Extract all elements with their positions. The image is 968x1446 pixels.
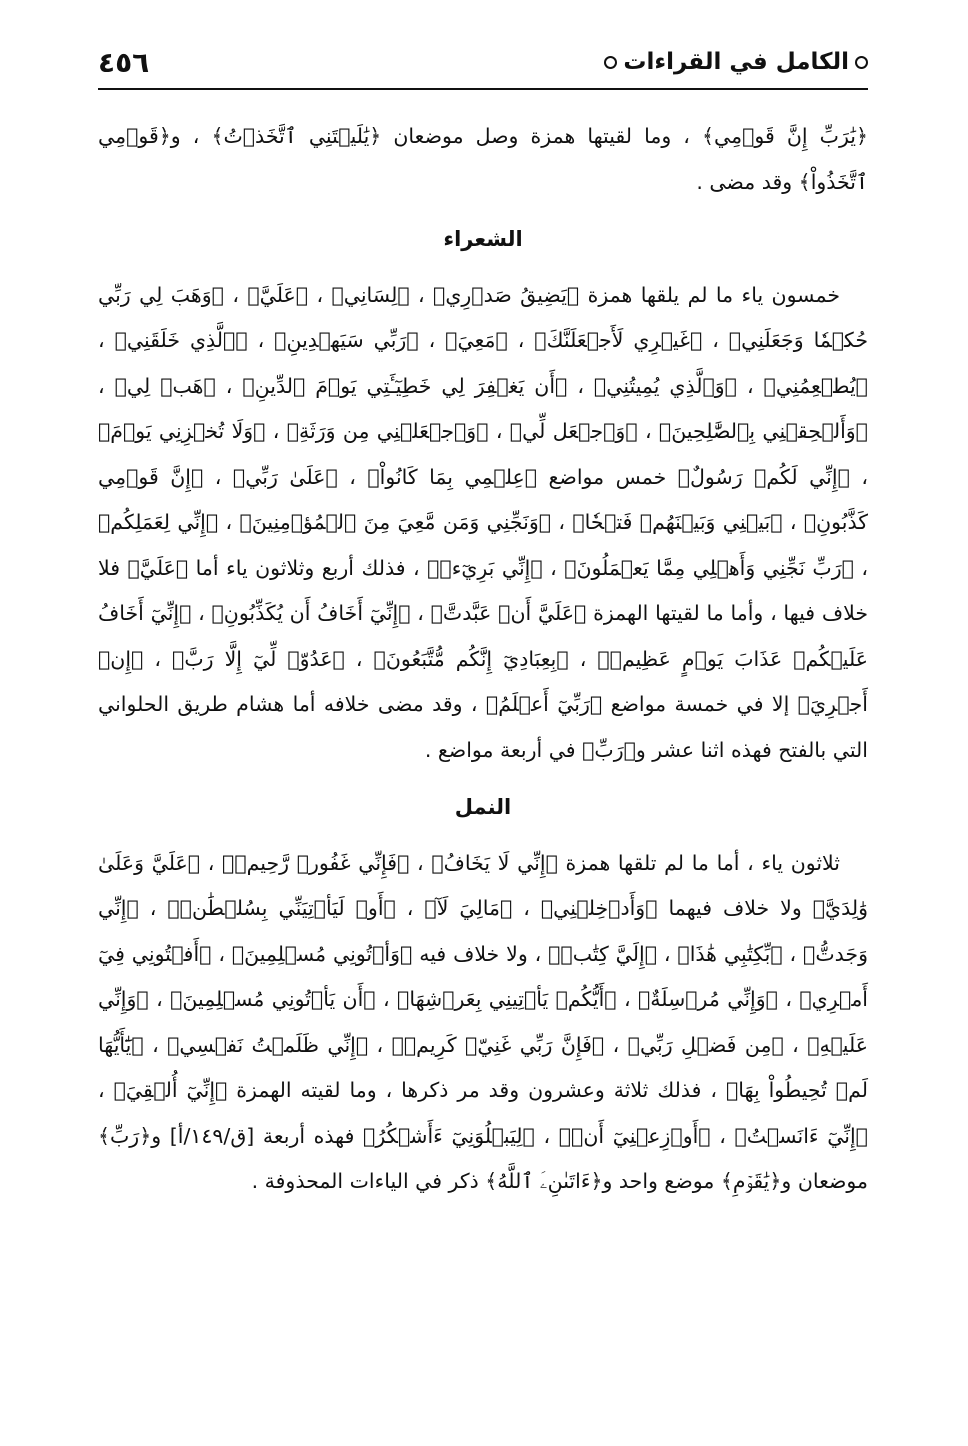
page-number: ٤٥٦ (98, 45, 150, 79)
book-title-text: الكامل في القراءات (623, 49, 849, 75)
section-text-shuara: خمسون ياء ما لم يلقها همزة ﴿يَضِيقُ صَدۡرِي﴾ ، ﴿لِسَانِي﴾ ، ﴿عَلَيَّ﴾ ، ﴿وَهَبَ لِي رَبِّي حُكۡمٗا وَجَعَلَنِي﴾ ، ﴿غَيۡرِي لَأَجۡعَلَنَّكَ﴾ ، ﴿مَعِيَ﴾ ، ﴿رَبِّي سَيَهۡدِينِ﴾ ، ﴿ٱلَّذِي خَلَقَنِي﴾ ، ﴿يُطۡعِمُنِي﴾ ، ﴿وَٱلَّذِي يُمِيتُنِي﴾ ، ﴿أَن يَغۡفِرَ لِي خَطِيٓـَٔتِي يَوۡمَ ٱلدِّينِ﴾ ، ﴿هَبۡ لِي﴾ ، ﴿وَأَلۡحِقۡنِي بِٱلصَّٰلِحِينَ﴾ ، ﴿وَٱجۡعَل لِّي﴾ ، ﴿وَٱجۡعَلۡنِي مِن وَرَثَةِ﴾ ، ﴿وَلَا تُخۡزِنِي يَوۡمَ﴾ ، ﴿إِنِّي لَكُمۡ رَسُولٌ﴾ خمس مواضع ﴿عِلۡمِي بِمَا كَانُواْ﴾ ، ﴿عَلَىٰ رَبِّي﴾ ، ﴿إِنَّ قَوۡمِي كَذَّبُونِ﴾ ، ﴿بَيۡنِي وَبَيۡنَهُمۡ فَتۡحٗا﴾ ، ﴿وَنَجِّنِي وَمَن مَّعِيَ مِنَ ٱلۡمُؤۡمِنِينَ﴾ ، ﴿إِنِّي لِعَمَلِكُم﴾ ، ﴿رَبِّ نَجِّنِي وَأَهۡلِي مِمَّا يَعۡمَلُونَ﴾ ، ﴿إِنِّي بَرِيٓءٞ﴾ ، فذلك أربع وثلاثون ياء أما ﴿عَلَيَّ﴾ فلا خلاف فيها ، وأما ما لقيتها الهمزة ﴿عَلَيَّ أَنۡ عَبَّدتَّ﴾ ، ﴿إِنِّيٓ أَخَافُ أَن يُكَذِّبُونِ﴾ ، ﴿إِنِّيٓ أَخَافُ عَلَيۡكُمۡ عَذَابَ يَوۡمٍ عَظِيمٖ﴾ ، ﴿بِعِبَادِيٓ إِنَّكُم مُّتَّبَعُونَ﴾ ، ﴿عَدُوّٞ لِّيٓ إِلَّا رَبَّ﴾ ، ﴿إِنۡ أَجۡرِيَ﴾ إلا في خمسة مواضع ﴿رَبِّيٓ أَعۡلَمُ﴾ ، وقد مضى خلافه أما هشام طريق الحلواني التي بالفتح فهذه اثنا عشر و﴿رَبِّ﴾ في أربعة مواضع . (98, 282, 868, 762)
ring-ornament-icon (604, 56, 617, 69)
intro-paragraph: ﴿يَٰرَبِّ إِنَّ قَوۡمِي﴾ ، وما لقيتها همزة وصل موضعان ﴿يَٰلَيۡتَنِي ٱتَّخَذۡتُ﴾ ، و﴿قَوۡمِي ٱتَّخَذُواْ﴾ وقد مضى . (98, 124, 868, 194)
ring-ornament-icon (855, 56, 868, 69)
page-body (98, 114, 868, 1205)
header-divider (98, 88, 868, 90)
book-title (604, 49, 868, 75)
running-header (98, 44, 868, 80)
section-title-naml: النمل (454, 795, 512, 819)
section-title-shuara: الشعراء (443, 227, 523, 251)
section-text-naml: ثلاثون ياء ، أما ما لم تلقها همزة ﴿إِنِّي لَا يَخَافُ﴾ ، ﴿فَإِنِّي غَفُورٞ رَّحِيمٞ﴾ ، ﴿عَلَيَّ وَعَلَىٰ وَٰلِدَيَّ﴾ ولا خلاف فيهما ﴿وَأَدۡخِلۡنِي﴾ ، ﴿مَالِيَ لَآ﴾ ، ﴿أَوۡ لَيَأۡتِيَنِّي بِسُلۡطَٰنٖ﴾ ، ﴿إِنِّي وَجَدتُّ﴾ ، ﴿بِّكِتَٰبِي هَٰذَا﴾ ، ﴿إِلَيَّ كِتَٰبٞ﴾ ، ولا خلاف فيه ﴿وَأۡتُونِي مُسۡلِمِينَ﴾ ، ﴿أَفۡتُونِي فِيٓ أَمۡرِي﴾ ، ﴿وَإِنِّي مُرۡسِلَةٌ﴾ ، ﴿أَيُّكُمۡ يَأۡتِينِي بِعَرۡشِهَا﴾ ، ﴿أَن يَأۡتُونِي مُسۡلِمِينَ﴾ ، ﴿وَإِنِّي عَلَيۡهِ﴾ ، ﴿مِن فَضۡلِ رَبِّي﴾ ، ﴿فَإِنَّ رَبِّي غَنِيّٞ كَرِيمٞ﴾ ، ﴿إِنِّي ظَلَمۡتُ نَفۡسِي﴾ ، ﴿يَٰٓأَيُّهَا لَمۡ تُحِيطُواْ بِهَا﴾ ، فذلك ثلاثة وعشرون وقد مر ذكرها ، وما لقيته الهمزة ﴿إِنِّيٓ أُلۡقِيَ﴾ ، ﴿إِنِّيٓ ءَانَسۡتُ﴾ ، ﴿أَوۡزِعۡنِيٓ أَنۡ﴾ ، ﴿لِيَبۡلُوَنِيٓ ءَأَشۡكُرُ﴾ فهذه أربعة [ق/١٤٩/أ] و﴿رَبِّ﴾ موضعان و﴿يَٰقَوۡمِ﴾ موضع واحد و﴿ءَاتَىٰنِۦَ ٱللَّهُ﴾ ذكر في الياءات المحذوفة . (98, 850, 868, 1193)
